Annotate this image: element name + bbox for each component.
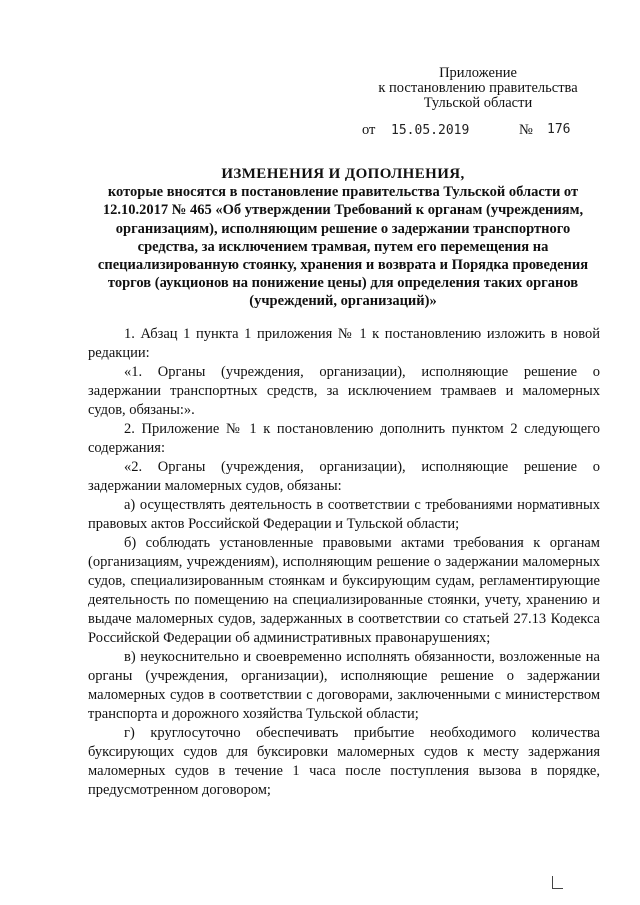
paragraph: «2. Органы (учреждения, организации), исполняющие решение о задержании маломерных судов, обязаны: (88, 459, 600, 494)
appendix-line-2: к постановлению правительства (378, 80, 578, 96)
paragraph: в) неукоснительно и своевременно исполнять обязанности, возложенные на органы (учреждения, организации), исполняющие решение о задержании маломерных судов в соответствии с договорами, заключенными с министерством транспорта и дорожного хозяйства Тульской области; (88, 649, 600, 722)
appendix-line-1: Приложение (439, 65, 517, 81)
document-heading (90, 165, 596, 311)
document-body (88, 325, 600, 800)
document-date: 15.05.2019 (391, 123, 470, 138)
paragraph: г) круглосуточно обеспечивать прибытие необходимого количества буксирующих судов для буксировки маломерных судов к месту задержания маломерных судов в течение 1 часа после поступления вызова в порядке, предусмотренном договором; (88, 725, 600, 798)
date-prefix: от (362, 122, 376, 138)
paragraph: а) осуществлять деятельность в соответствии с требованиями нормативных правовых актов Российской Федерации и Тульской области; (88, 497, 600, 532)
number-label: № (519, 122, 533, 138)
corner-mark (552, 876, 563, 889)
date-number-line (362, 121, 582, 140)
heading-subtitle: которые вносятся в постановление правительства Тульской области от 12.10.2017 № 465 «Об утверждении Требований к органам (учреждениям, организациям), исполняющим решение о задержании транспортного средства, за исключением трамвая, путем его перемещения на специализированную стоянку, хранения и возврата и Порядка проведения торгов (аукционов на понижение цены) для определения таких органов (учреждений, организаций)» (97, 184, 589, 310)
heading-title: ИЗМЕНЕНИЯ И ДОПОЛНЕНИЯ, (221, 166, 465, 182)
appendix-line-3: Тульской области (423, 95, 533, 111)
paragraph: б) соблюдать установленные правовыми актами требования к органам (организациям, учреждениям), исполняющим решение о задержании маломерных судов, специализированным стоянкам и буксирующим судам, регламентирующие деятельность по помещению на специализированные стоянки, учету, хранению и выдаче маломерных судов, задержанных в соответствии со статьей 27.13 Кодекса Российской Федерации об административных правонарушениях; (88, 535, 600, 646)
paragraph: 2. Приложение № 1 к постановлению дополнить пунктом 2 следующего содержания: (88, 421, 600, 456)
paragraph: «1. Органы (учреждения, организации), исполняющие решение о задержании транспортных средств, за исключением трамваев и маломерных судов, обязаны:». (88, 364, 600, 418)
document-number: 176 (547, 122, 571, 137)
appendix-block (360, 66, 596, 111)
paragraph: 1. Абзац 1 пункта 1 приложения № 1 к постановлению изложить в новой редакции: (88, 326, 600, 361)
